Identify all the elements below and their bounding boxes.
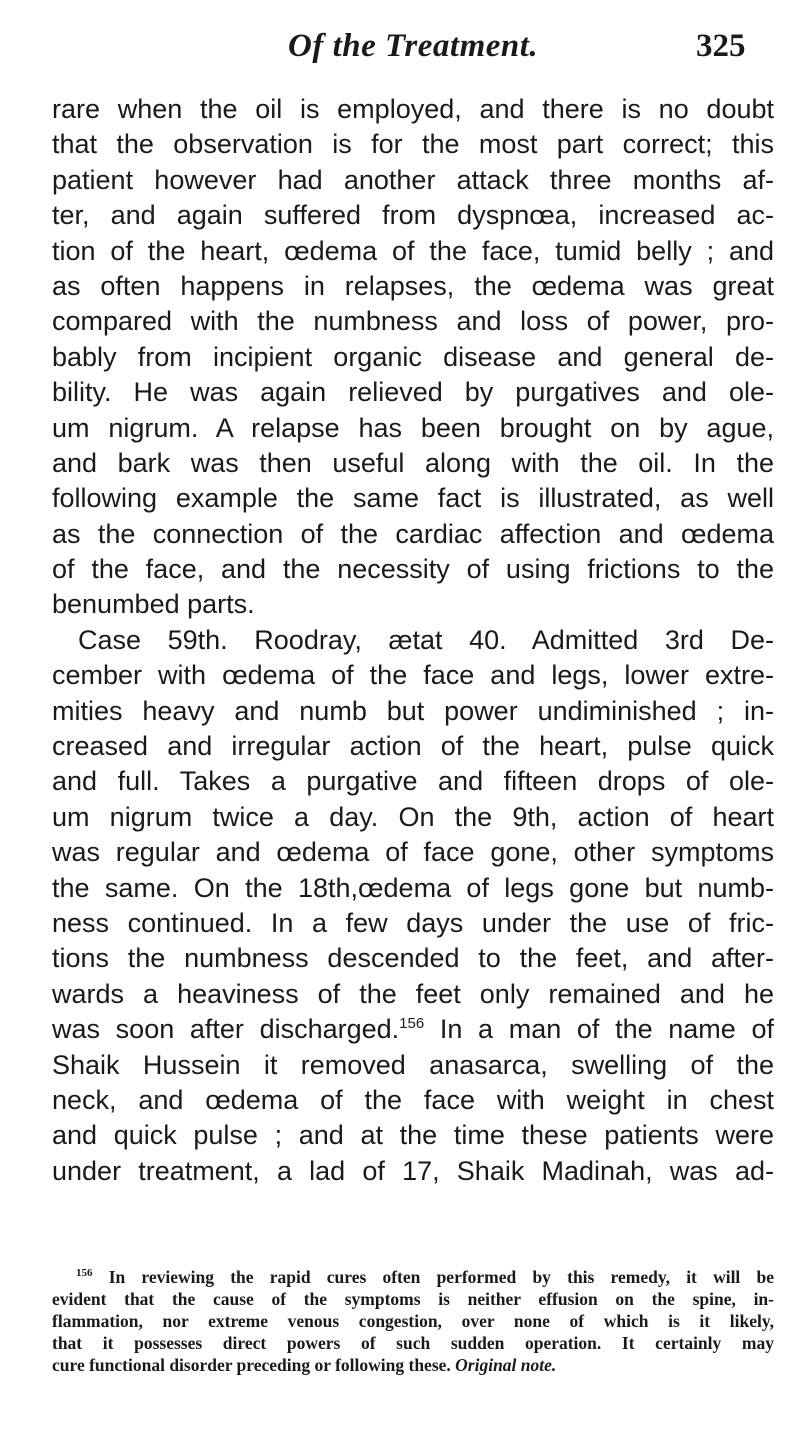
text-line: Shaik Hussein it removed anasarca, swelling of the: [52, 1049, 774, 1080]
footnote-text: cure functional disorder preceding or following these.: [52, 1355, 456, 1375]
text-line: cember with œdema of the face and legs, lower extre-: [52, 660, 774, 691]
footnote: [52, 1266, 774, 1376]
text-line: that the observation is for the most part correct; this: [52, 129, 774, 160]
footnote-marker: 156: [76, 1267, 93, 1280]
text-line: the same. On the 18th,œdema of legs gone but numb-: [52, 872, 774, 903]
footnote-text: In reviewing the rapid cures often performed by this remedy, it will be: [92, 1267, 774, 1287]
text-line: um nigrum. A relapse has been brought on by ague,: [52, 412, 774, 443]
footnote-reference[interactable]: 156: [399, 1015, 425, 1033]
text-line: rare when the oil is employed, and there is no doubt: [52, 94, 774, 124]
footnote-line: [52, 1266, 774, 1288]
text-line: bably from incipient organic disease and general de-: [52, 341, 774, 372]
text-line: following example the same fact is illustrated, as well: [52, 483, 774, 514]
text-line: as the connection of the cardiac affection and œdema: [52, 518, 774, 549]
text-line: and quick pulse ; and at the time these patients were: [52, 1120, 774, 1151]
running-title: Of the Treatment.: [288, 28, 539, 64]
text-line: um nigrum twice a day. On the 9th, action of heart: [52, 801, 774, 832]
text-line: and full. Takes a purgative and fifteen drops of ole-: [52, 766, 774, 797]
body-text: [52, 92, 774, 1189]
text-line-with-footnote-ref: [52, 1012, 774, 1047]
text-line: patient however had another attack three months af-: [52, 164, 774, 195]
text-line: creased and irregular action of the heart, pulse quick: [52, 731, 774, 762]
footnote-line: that it possesses direct powers of such sudden operation. It certainly may: [52, 1333, 774, 1353]
text-line: benumbed parts.: [52, 589, 255, 620]
footnote-line: flammation, nor extreme venous congestion, over none of which is it likely,: [52, 1311, 774, 1331]
text-line: ter, and again suffered from dyspnœa, increased ac-: [52, 200, 774, 231]
footnote-line: [52, 1354, 774, 1376]
text-line: mities heavy and numb but power undiminished ; in-: [52, 695, 774, 726]
text-line: tion of the heart, œdema of the face, tumid belly ; and: [52, 235, 774, 266]
text-segment: In a man of the name of: [424, 1014, 774, 1045]
text-line: as often happens in relapses, the œdema was great: [52, 270, 774, 301]
text-line: ness continued. In a few days under the use of fric-: [52, 907, 774, 938]
footnote-line: evident that the cause of the symptoms is neither effusion on the spine, in-: [52, 1289, 774, 1309]
text-line: compared with the numbness and loss of power, pro-: [52, 306, 774, 337]
text-line: bility. He was again relieved by purgatives and ole-: [52, 377, 774, 408]
text-line: was regular and œdema of face gone, other symptoms: [52, 837, 774, 868]
text-line: wards a heaviness of the feet only remained and he: [52, 978, 774, 1009]
text-line: tions the numbness descended to the feet, and after-: [52, 943, 774, 974]
page-number: 325: [696, 28, 746, 64]
text-line: of the face, and the necessity of using frictions to the: [52, 554, 774, 585]
text-segment: was soon after discharged.: [52, 1014, 400, 1045]
text-line: neck, and œdema of the face with weight in chest: [52, 1084, 774, 1115]
running-head: [0, 28, 800, 78]
original-note-tag: Original note.: [455, 1355, 557, 1375]
text-line: Case 59th. Roodray, ætat 40. Admitted 3rd De-: [78, 624, 774, 655]
text-line: under treatment, a lad of 17, Shaik Madinah, was ad-: [52, 1155, 774, 1186]
text-line: and bark was then useful along with the oil. In the: [52, 447, 774, 478]
